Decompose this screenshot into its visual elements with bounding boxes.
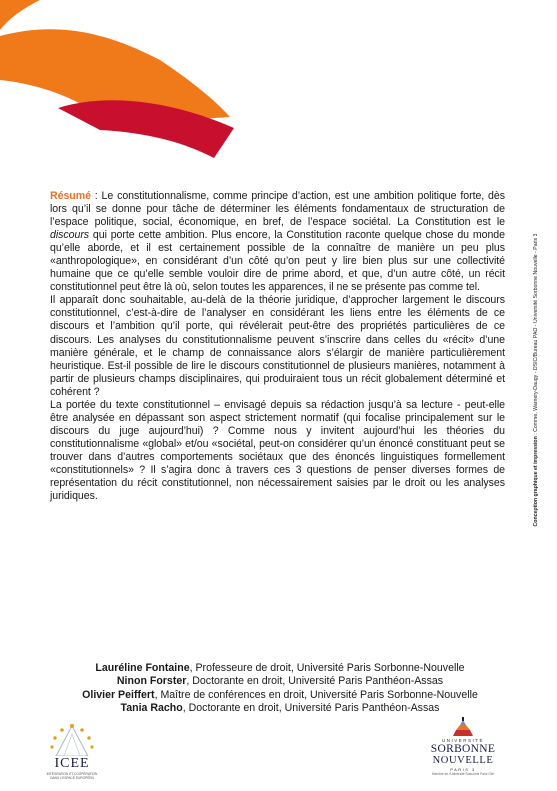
author-role: , Professeure de droit, Université Paris Sorbonne-Nouvelle	[189, 662, 465, 674]
sorbonne-emblem-icon	[418, 716, 508, 738]
icee-tagline: INTÉGRATION ET COOPÉRATION DANS L’ESPACE EUROPÉEN	[46, 772, 98, 780]
author-line	[40, 702, 520, 715]
author-line	[40, 662, 520, 675]
sorbonne-university: UNIVERSITÉ	[441, 738, 484, 743]
icee-logo	[42, 720, 102, 780]
author-line	[40, 689, 520, 702]
icee-stars-icon	[42, 720, 102, 756]
author-role: , Maître de conférences en droit, Université Paris Sorbonne-Nouvelle	[154, 688, 478, 701]
icee-name: ICEE	[54, 756, 90, 771]
author-role: , Doctorante en droit, Université Paris Panthéon-Assas	[182, 702, 440, 715]
author-name: Ninon Forster	[116, 675, 187, 688]
abstract-paragraph-3: La portée du texte constitutionnel – envisagé depuis sa rédaction jusqu’à sa lecture - peut-elle être analysée en dépassant son aspect strictement normatif (qui focalise principalement sur le discours du juge aujourd’hui) ? Comme nous y invitent aujourd’hui les théories du constitutionnalisme «global» et/ou «sociétal, peut-on considérer qu’un énoncé constituant peut se trouver dans d’autres comportements sociétaux que des énoncés linguistiques formellement «constitutionnels» ? Il s’agira donc à travers ces 3 questions de penser diverses formes de représentation du récit constitutionnel, non nécessairement saisies par le droit ou les analyses juridiques.	[50, 398, 505, 503]
abstract-paragraph-1: Résumé : Le constitutionnalisme, comme principe d’action, est une ambition politique forte, dès lors qu’il se donne pour tâche de déterminer les éléments fondamentaux de structuration de l’espace politique, social, économique, en bref, de l’espace sociétal. La Constitution est le discours qui porte cette ambition. Plus encore, la Constitution raconte quelque chose du monde qu’elle aborde, et il est certainement possible de la connaître de manière un peu plus «anthropologique», en considérant d’un côté qu’on peut y lire bien plus sur une collectivité humaine que ce qu’elle semble vouloir dire de prime abord, et que, d’un autre côté, un récit constitutionnel peut être là où, selon toutes les apparences, il ne se présente pas comme tel.	[50, 190, 505, 294]
sorbonne-title: SORBONNE	[430, 743, 496, 755]
author-line	[40, 675, 520, 688]
print-credits: Conception graphique et impression : Comme, Warnery-Daugy - DSIC/Bureau PAO - Université Sorbonne Nouvelle - Paris 3	[533, 233, 539, 527]
abstract-label: Résumé	[50, 190, 91, 202]
author-role: , Doctorante en droit, Université Paris Panthéon-Assas	[186, 675, 444, 688]
author-name: Olivier Peiffert	[82, 688, 155, 701]
sorbonne-paris: PARIS 3	[450, 767, 476, 772]
abstract	[50, 190, 505, 503]
author-name: Lauréline Fontaine	[95, 662, 190, 674]
sorbonne-subtitle: NOUVELLE	[432, 755, 494, 766]
emphasis-discours: discours	[50, 229, 90, 242]
sorbonne-member: Membre de l’Université Sorbonne Paris Cité	[431, 772, 494, 776]
orange-swoosh-top	[0, 0, 40, 30]
author-name: Tania Racho	[120, 702, 183, 715]
author-list	[40, 662, 520, 716]
header-decoration	[0, 0, 557, 180]
sorbonne-logo	[418, 716, 508, 776]
abstract-paragraph-2: Il apparaît donc souhaitable, au-delà de la théorie juridique, d’approcher largement le discours constitutionnel, c’est-à-dire de l’analyser en considérant les liens entre les éléments de ce discours et l’ambition qu’il porte, qui révélerait peut-être des propriétés particulières de ce discours. Les analyses du constitutionnalisme peuvent s’inscrire dans celles du «récit» d’une manière générale, et le champ de connaissance alors s’élargir de manière particulièrement heuristique. Est-il possible de lire le discours constitutionnel de plusieurs manières, notamment à partir de plusieurs champs disciplinaires, qui produiraient tous un récit globalement déterminé et cohérent ?	[50, 294, 505, 398]
